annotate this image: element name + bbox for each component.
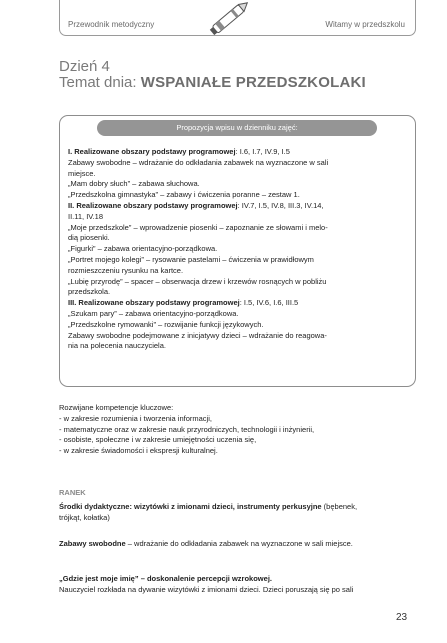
- teaching-aids-list: : wizytówki z imionami dzieci, instrumenty perkusyjne: [129, 502, 322, 511]
- section-3-heading: III. Realizowane obszary podstawy programowej: [68, 298, 240, 308]
- day-title: Dzień 4: [59, 58, 110, 75]
- section-1-heading: I. Realizowane obszary podstawy programowej: [68, 147, 236, 156]
- section-2-heading: II. Realizowane obszary podstawy programowej: [68, 200, 238, 210]
- topic-title: [59, 74, 366, 91]
- section-3-codes: : I.5, IV.6, I.6, III.5: [239, 298, 299, 308]
- text-line: Zabawy swobodne podejmowane z inicjatywy dzieci – wdrażanie do reagowa-: [68, 330, 327, 340]
- text-line: dią piosenki.: [68, 233, 110, 243]
- free-play-text: – wdrażanie do odkładania zabawek na wyznaczone w sali miejsce.: [125, 539, 353, 548]
- ranek-heading: RANEK: [59, 488, 86, 497]
- text-line: „Szukam pary” – zabawa orientacyjno-porządkowa.: [68, 308, 239, 318]
- header-left-label: Przewodnik metodyczny: [68, 20, 155, 29]
- journal-entry-body: [68, 147, 410, 352]
- page-number: 23: [396, 612, 408, 623]
- text-line: „Moje przedszkole” – wprowadzenie piosenki – zapoznanie ze słowami i melo-: [68, 222, 328, 232]
- text-line: II.11, IV.18: [68, 211, 104, 221]
- where-is-my-name: [59, 574, 419, 596]
- where-is-my-name-text: Nauczyciel rozkłada na dywanie wizytówki z imionami dzieci. Dzieci poruszają się po sali: [59, 584, 354, 594]
- teaching-aids-rest: (bębenek,: [321, 502, 358, 511]
- competence-item: - w zakresie rozumienia i tworzenia informacji,: [59, 413, 212, 423]
- text-line: miejsce.: [68, 168, 96, 178]
- text-line: rozmieszczeniu rysunku na kartce.: [68, 265, 184, 275]
- text-line: „Portret mojego kolegi” – rysowanie pastelami – ćwiczenia w prawidłowym: [68, 254, 314, 264]
- free-play: [59, 539, 419, 550]
- teaching-aids: [59, 502, 419, 524]
- topic-prefix: Temat dnia:: [59, 74, 137, 91]
- section-2-codes: : IV.7, I.5, IV.8, III.3, IV.14,: [237, 200, 324, 210]
- text-line: „Przedszkolna gimnastyka” – zabawy i ćwiczenia poranne – zestaw 1.: [68, 190, 300, 200]
- topic-name: WSPANIAŁE PRZEDSZKOLAKI: [140, 74, 366, 91]
- section-1-codes: : I.6, I.7, IV.9, I.5: [235, 147, 290, 156]
- text-line: „Przedszkolne rymowanki” – rozwijanie funkcji językowych.: [68, 319, 264, 329]
- where-is-my-name-title: „Gdzie jest moje imię” – doskonalenie percepcji wzrokowej.: [59, 574, 272, 583]
- text-line: przedszkola.: [68, 287, 111, 297]
- text-line: „Lubię przyrodę” – spacer – obserwacja drzew i krzewów rosnących w pobliżu: [68, 276, 327, 286]
- text-line: „Figurki” – zabawa orientacyjno-porządkowa.: [68, 244, 218, 254]
- competences-heading: Rozwijane kompetencje kluczowe:: [59, 403, 174, 412]
- competences-section: [59, 403, 419, 457]
- competence-item: - osobiste, społeczne i w zakresie umiejętności uczenia się,: [59, 435, 257, 445]
- journal-entry-tab: Propozycja wpisu w dzienniku zajęć:: [97, 120, 377, 136]
- competence-item: - matematyczne oraz w zakresie nauk przyrodniczych, technologii i inżynierii,: [59, 424, 315, 434]
- teaching-aids-line2: trójkąt, kołatka): [59, 512, 110, 522]
- pen-icon: [205, 0, 255, 38]
- text-line: Zabawy swobodne – wdrażanie do odkładania zabawek na wyznaczone w sali: [68, 157, 329, 167]
- teaching-aids-label: Środki dydaktyczne: [59, 502, 130, 511]
- text-line: „Mam dobry słuch” – zabawa słuchowa.: [68, 179, 200, 189]
- header-right-label: Witamy w przedszkolu: [325, 20, 405, 29]
- free-play-label: Zabawy swobodne: [59, 539, 126, 548]
- text-line: nia na polecenia nauczyciela.: [68, 341, 166, 351]
- competence-item: - w zakresie świadomości i ekspresji kulturalnej.: [59, 446, 218, 456]
